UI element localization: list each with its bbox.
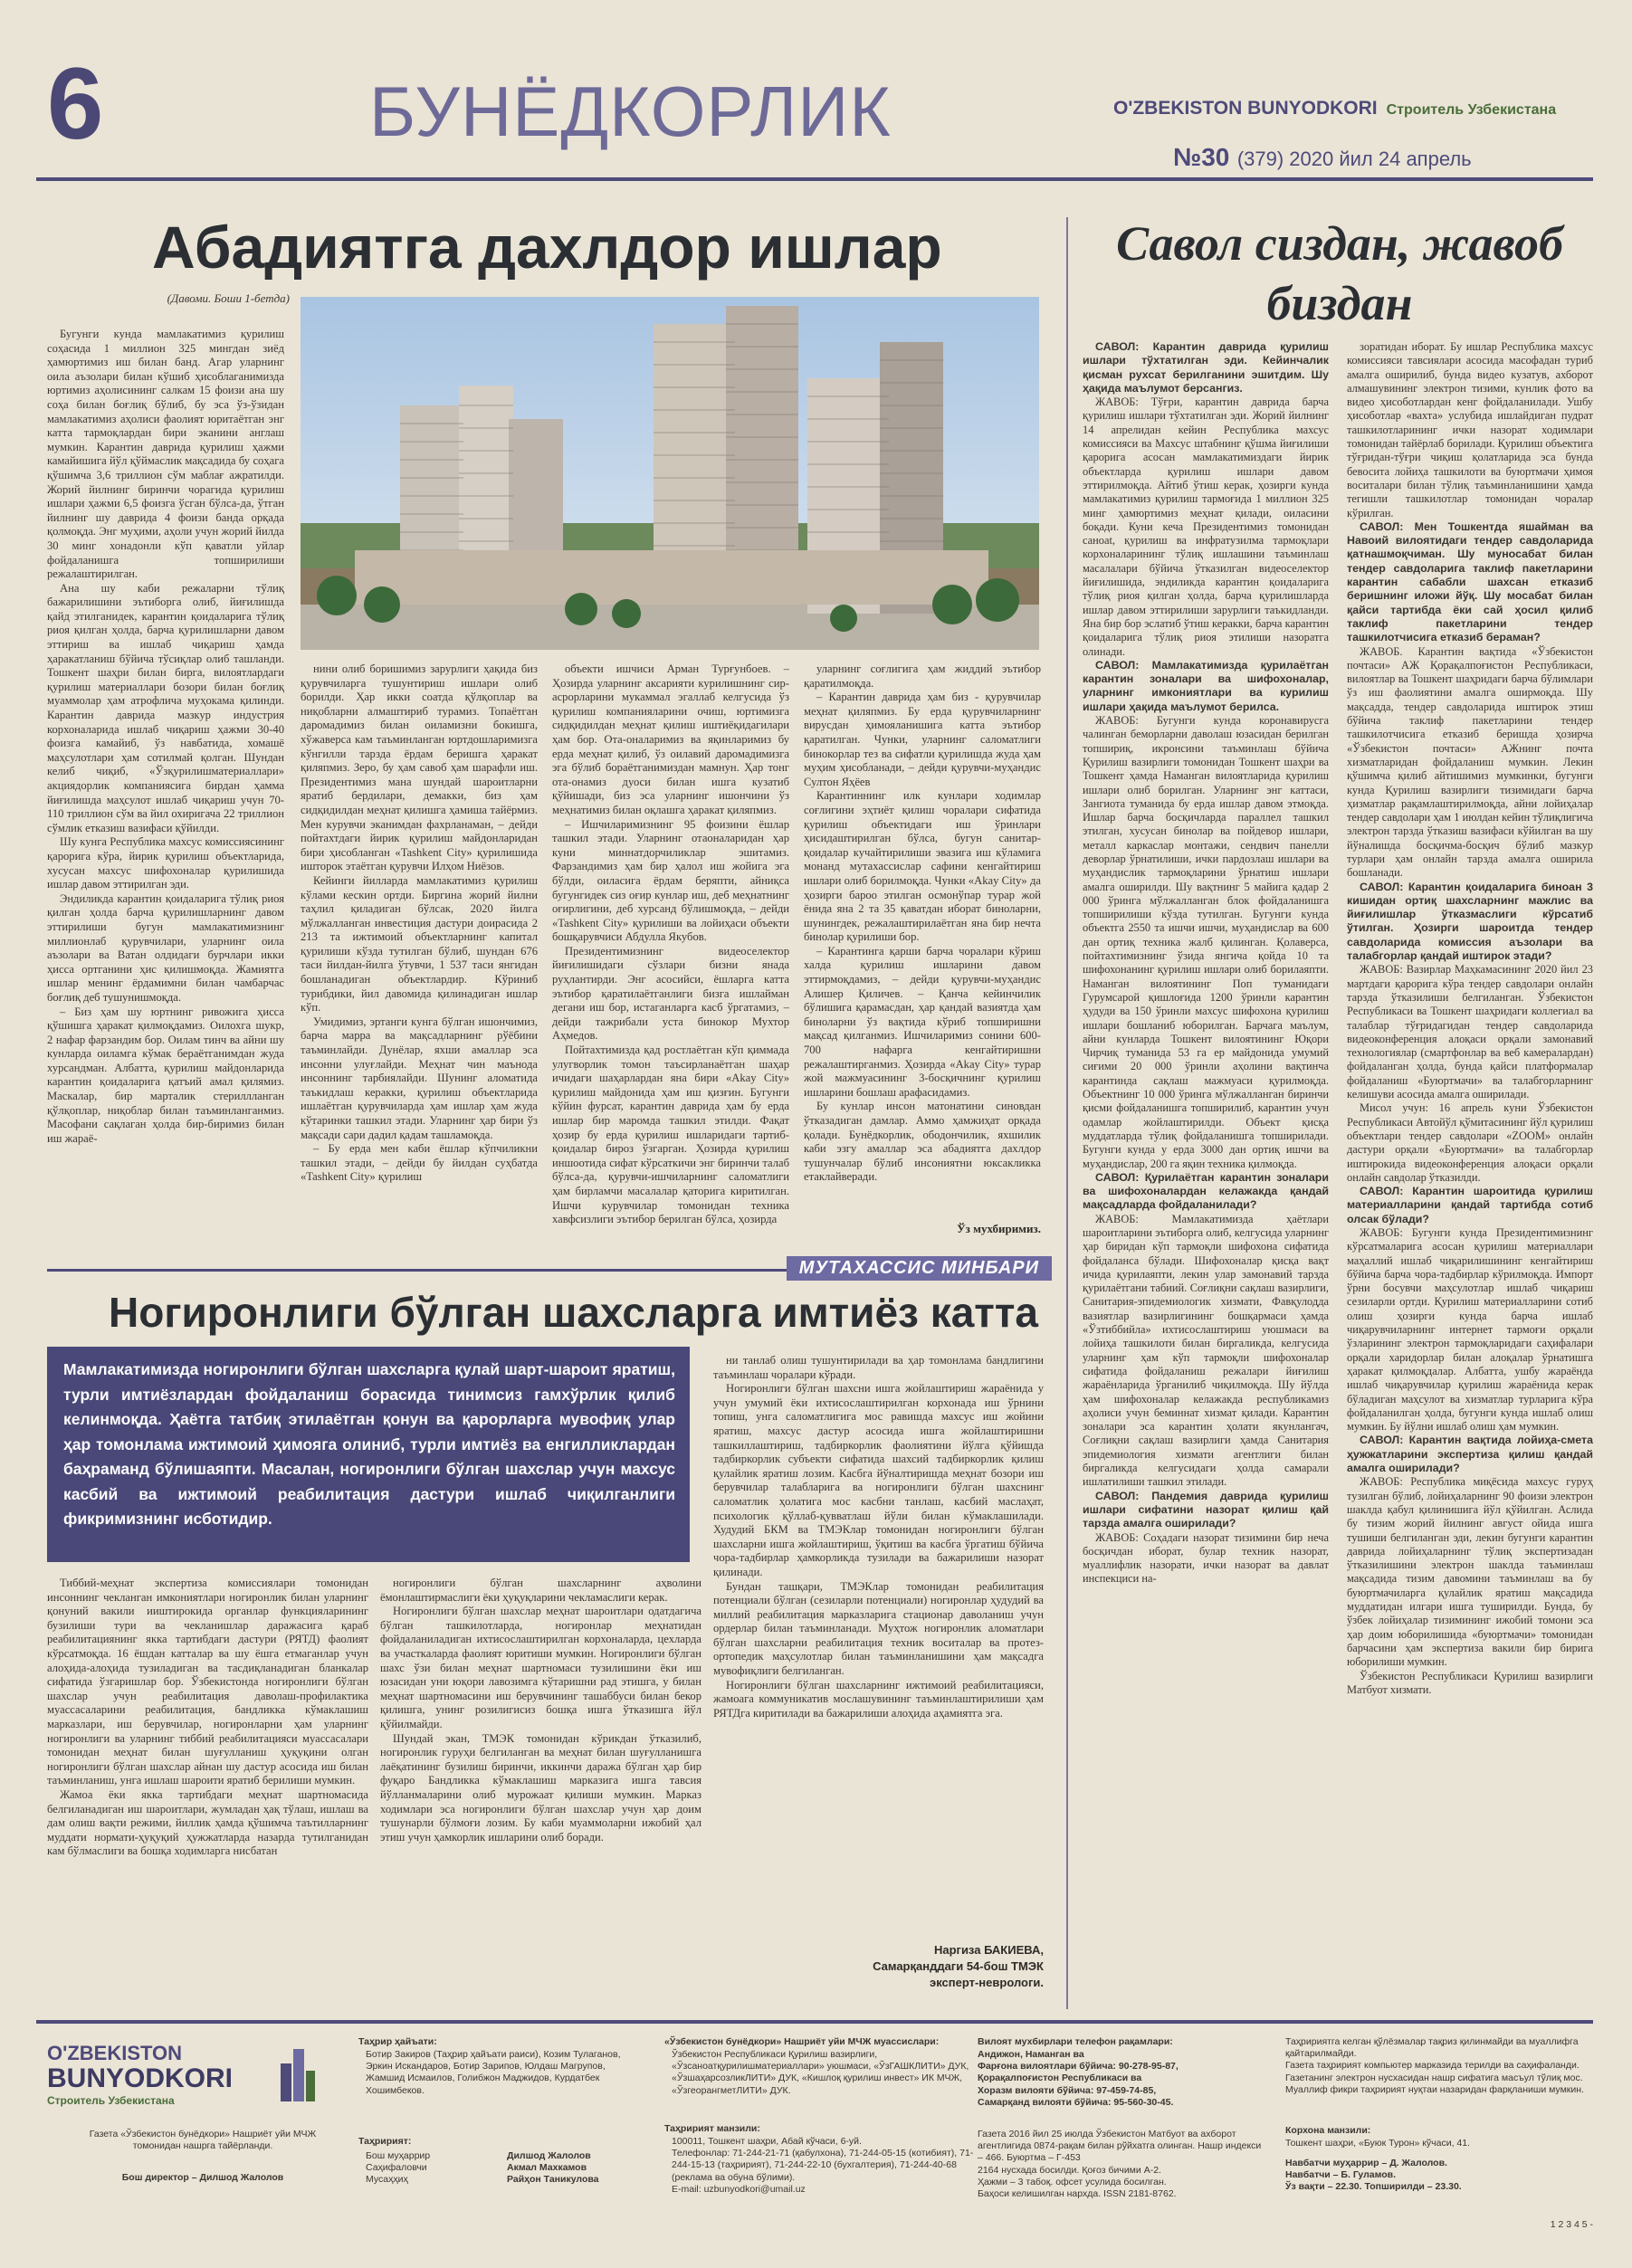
article1-column-3 [552, 662, 789, 1244]
article3-signature: Наргиза БАКИЕВА, Самарқанддаги 54-бош ТМЭК эксперт-неврологи. [873, 1943, 1044, 1989]
paragraph: Шундай экан, ТМЭК томонидан кўрикдан ўтказилиб, ногиронлик гуруҳи белгиланган ва меҳнат билан шуғулланишга лаёқатининг бузилиш биринчи, иккинчи даража бўлган ҳар бир фуқаро Бандликка кўмаклашиш марказига ишга тавсия йўлланмаларини олиб мурожаат қилиши мумкин. Марказ ходимлари эса ногиронлиги бўлган шахслар учун ҳар доим тушунарли бўлмоғи лозим. Бу каби муаммоларни ижобий ҳал этиш учун ҳамкорлик ишларини олиб боради. [380, 1731, 701, 1844]
paragraph: объекти ишчиси Арман Турғунбоев. – Ҳозирда уларнинг аксарияти курилишнинг сир-асрорларини мукаммал эгаллаб келгусида ўз қурилиш компанияларини очиш, юртимизга сидқидилдан меҳнат қилиш иштиёқидагилари ҳам бор. Ота-оналаримиз ва яқинларимиз бу ерда меҳнат қилиб, ўз оилавий даромадимизга эга бўлиб бораётганимиздан мамнун. Ҳар тонг ота-онамиз дуоси билан ишга кузатиб қўйишади, биз эса уларнинг ишончини ўз меҳнатимиз билан оқлашга ҳаракат қиляпмиз. [552, 662, 789, 816]
paragraph: – Карантинга қарши барча чоралари кўриш халда қурилиш ишларини давом эттирмоқдамиз, – дейди қурувчи-муҳандис Алишер Қиличев. – Қанча кейинчилик бўлишига қарамасдан, ҳар қандай вазиятда ҳам биноларни ўз вақтида кўриб топширишни мақсад қилганмиз. Ишчиларимиз сонини 600-700 нафарга кенгайтиришни режалаштирганмиз. Ҳозирда «Akay City» турар жой мажмуасининг 3-босқичнинг қурилиш ишларини бошлаш арафасидамиз. [804, 944, 1041, 1099]
paragraph: – Ишчиларимизнинг 95 фоизини ёшлар ташкил этади. Уларнинг отаоналаридан ҳар куни миннатдорчиликлар эшитамиз. Фарзандимиз ҳам бир ҳалол иш жойига эга бўлди, оиласига ёрдам беряпти, айниқса бугунгидек сиз оғир кунлар иш, деб меҳнатнинг оғирлигини, деб хурсанд бўлишмоқда, – дейди «Tashkent City» қурилиши ва лойиҳаси объекти бошқарувчиси Абдулла Якубов. [552, 817, 789, 944]
paragraph: Шу кунга Республика махсус комиссиясининг қарорига кўра, йирик қурилиш объектларида, хусусан махсус шифохоналар қурилишида ишлар давом эттирилган эди. [47, 835, 284, 891]
answer: зоратидан иборат. Бу ишлар Республика махсус комиссияси тавсиялари асосида масофадан туриб амалга оширилиб, бунда видео кузатув, ахборот алмашувининг электрон тизими, кунлик фото ва видео ҳисоботлардан кенг фойдаланилади. Ушбу ҳисоботлар «вахта» услубида ишлайдиган пудрат ташкилотларининг ички назорат ходимлари томонидан тайёрлаб борилади. Қурилиш объектига тўғридан-тўғри чиқиш қолатларида эса бунда бевосита лойиҳа ташкилоти ва буюртмачи ҳимоя воситалари билан тўлиқ таъминланишини ҳамда тегишли ташкилотлар томонидан чоралар кўрилган. [1347, 340, 1593, 519]
page-number: 6 [47, 47, 104, 160]
masthead-brand [1113, 98, 1602, 119]
paragraph: Кейинги йилларда мамлакатимиз қурилиш кўлами кескин ортди. Биргина жорий йилни таҳлил қиладиган бўлсак, 2020 йилга мўлжалланган инвестиция дастури доирасида 2 213 та ижтимоий объектларнинг капитал қурилиши кўзда тутилган бўлиб, шундан 676 таси йилдан-йилга ўтувчи, 1 537 таси янгидан бошланадиган объектлардир. Кўриниб турибдики, йил давомида қилинадиган ишлар кўп. [301, 873, 538, 1015]
brand-name: O'ZBEKISTON BUNYODKORI [1113, 98, 1378, 119]
answer: ЖАВОБ. Карантин вақтида «Ўзбекистон почтаси» АЖ Қорақалпоғистон Республикаси, вилоятлар ва Тошкент шаҳридаги барча бўлимлари ўз иш фаолиятини амалга оширмоқда. Шу мақсадда, тендер савдоларида иштирок этиш бўйича таклиф пакетларини тендер ташкилотчисига етказиб беришда ҳозирча «Ўзбекистон почтаси» АЖнинг почта хизматларидан фойдаланиш мумкин. Лекин қўшимча қилиб айтишимиз мумкинки, бугунги кунда Қурилиш вазирлиги тизимидаги барча ҳизматлар рақамлаштирилмоқда, айни лойиҳалар тендер савдолари ҳам 1 июлдан кейин тўлиқлигича электрон тарзда ўтказиш вазифаси кўйилган ва шу йўналишда босқичма-босқич бўлиб мазкур турлари ҳам онлайн тарзда амалга оширила бошланади. [1347, 644, 1593, 880]
paragraph: Бугунги кунда мамлакатимиз қурилиш соҳасида 1 миллион 325 мингдан зиёд ҳамюртимиз иш билан банд. Агар уларнинг оила аъзолари билан кўшиб ҳисоблаганимизда юртимиз аҳолисининг салкам 15 фоизи ана шу соҳа билан боғлиқ бўлиб, бу эса ўз-ўзидан мамлакатимиз аҳолиси фаолият юритаётган энг катта тармоқлардан бири эканини англаш мумкин. Карантин даврида қурилиш ҳажми камайишига йўл қўймаслик мақсадида бу соҳага қўшимча 3,6 триллион сўм маблағ ажратилди. Жорий йилнинг биринчи чорагида қурилиш ишлари ҳажми 6,5 фоизга ўсган бўлса-да, ўтган йилнинг шу даврида 4 фоизи банда орқада қолмоқда. Энг муҳими, аҳоли учун жорий йилда 30 минг хонадонли кўп қаватли уйлар фойдаланишга топширилиши режалаштирилган. [47, 328, 284, 581]
answer: ЖАВОБ: Республика миқёсида махсус гуруҳ тузилган бўлиб, лойиҳаларнинг 90 фоизи электрон шаклда қабул қилинишига йўл қўйилган. Аслида бу тизим жорий йилнинг август ойида ишга тушиши белгиланган эди, лекин бугунги карантин даврида лойиҳаларнинг тўлиқ экспертизадан ўтказилишини электрон шаклда таъминлаш мақсадида тизим давомини таъминлаш ва бу буюртмачиларга қулайлик яратиш мақсадида муддатидан илгари ишга туширилди. Бунда, бу ўзбек лойиҳалар тизимининг ижобий томони эса ҳар доим юборилишида «буюртмачи» томонидан барчасини ҳам экспертиза вакили бир бирига юборилиши мумкин. [1347, 1475, 1593, 1669]
article1-column-2 [301, 662, 538, 1244]
footer-founders-title: «Ўзбекистон бунёдкори» Нашриёт уйи МЧЖ муассислари: [664, 2036, 940, 2047]
answer: ЖАВОБ: Бугунги кунда Президентимизнинг кўрсатмаларига асосан қурилиш материаллари маҳаллий ишлаб чиқарилишининг кенгайтириш бўйича барча чора-тадбирлар кўрилмоқда. Импорт ўрни босувчи маҳсулотлар ишлаб чиқариш сезиларли ортди. Қурилиш материалларини сотиб олиш ҳозирги кунда барча ишлаб чиқарувчиларнинг интернет тармоғи орқали ўзларининг электрон тармоқларидаги саҳифалари орқали харидорлар билан алоқалар ўрнатишга ҳаракат қилмоқдалар. Албатта, ушбу жараёнда ишлаб чиқарувчилар қурилиш жараёнида керак бўладиган маҳсулот ва хизматлар турларига кўра фойдаланилган ҳолда, бугунги кунда ишлаб олиш мумкин. Бу йўлни ишлаб олиш ҳам мумкин. [1347, 1226, 1593, 1434]
rubric-label: МУТАХАССИС МИНБАРИ [787, 1256, 1052, 1281]
paragraph: Ногиронлиги бўлган шахсларнинг ижтимоий реабилитацияси, жамоага коммуникатив мослашувининг таъминлаштирилиши ҳам РЯТДга киритилади ва бажарилиши алоҳида аҳамиятга эга. [713, 1678, 1044, 1720]
footer-printer: Тошкент шаҳри, «Буюк Турон» кўчаси, 41. [1285, 2138, 1471, 2149]
question: САВОЛ: Қурилаётган карантин зоналари ва шифохоналардан келажакда қандай мақсадларда фойдаланилади? [1083, 1170, 1329, 1212]
footer-editorial-left: Бош муҳаррир Саҳифаловчи Мусаҳҳиҳ [366, 2150, 431, 2186]
paragraph: Ана шу каби режаларни тўлиқ бажарилишини эътиборга олиб, йиғилишда қайд этилганидек, карантин қоидаларига тўлиқ риоя қилган ҳолда, барча қурилишларни давом эттириш ва ишлаб чиқариш ҳамда ҳаракатланиш бўйича тўсиқлар олиб ташланди. Тошкент шаҳри билан бирга, вилоятлардаги қурилиш материаллари бозори билан боғлиқ муаммолар ҳам атрофлича муҳокама қилинди. Карантин даврида мазкур индустрия корхоналарида ишлаб чиқариш ҳажми 30-40 фоизга камайиб, ўз навбатида, хомашё маҳсулотлари ҳам сотилмай қолган. Шундан келиб чиқиб, «Ўзқурилишматериаллари» акциядорлик компаниясига бирдан ҳамма йиғилишда маҳсулот ишлаб чиқариш учун 70-110 триллион сўм ва йил охиригача 22 триллион сўмлик етказиш вазифаси қўйилди. [47, 581, 284, 834]
paragraph: Ногиронлиги бўлган шахсни ишга жойлаштириш жараёнида у учун умумий ёки ихтисослаштирилган корхонада иш ўрнини топиш, унга саломатлигига мос равишда махсус иш жойини яратиш, махсус дастур асосида ишга жойлаштиришни ташкиллаштириш, тадбиркорлик фаолиятини йўлга қўйишда тадбиркорлик субъекти сифатида шахсий тадбиркорлик қилиш қулайлик яратиш лозим. Касбга йўналтиришда меҳнат бозори иш берувчилар талабларига ва ногиронлиги бўлган шахснинг саломатлик ҳолатига мос касбни танлаш, касбий маслаҳат, психологик қўллаб-қувватлаш йўли билан кўмаклашилади. Худудий БКМ ва ТМЭКлар томонидан ногиронлиги бўлган шахсларни ишга жойлаштириш, ўқитиш ва касбга ўргатиш бўйича чора-тадбирлар ҳамкорликда тузилади ва бажарилиши назорат қилинади. [713, 1382, 1044, 1578]
paragraph: Президентимизнинг видеоселектор йиғилишидаги сўзлари бизни янада руҳлантирди. Энг асосийси, ёшларга катта эътибор қаратилаётганлиги бизга ишлайман дегани иш бор, истаганларга касб ўргатамиз, – дейди тажрибали уста бинокор Мухтор Аҳмедов. [552, 944, 789, 1043]
question: САВОЛ: Карантин шароитида қурилиш материалларини қандай тартибда сотиб олсак бўлади? [1347, 1185, 1593, 1225]
question: САВОЛ: Карантин вақтида лойиҳа-смета ҳужжатларини экспертиза қилиш қандай амалга оширилади? [1347, 1434, 1593, 1475]
footer-editorial-title: Таҳририят: [358, 2136, 412, 2147]
city-towers-photo [301, 297, 1039, 650]
qa-title: Савол сиздан, жавоб биздан [1116, 216, 1563, 330]
paragraph: Эндиликда карантин қоидаларига тўлиқ риоя қилган ҳолда барча қурилишларнинг давом эттирилиши бугун мамлакатимизнинг миллионлаб қурувчилари, уларнинг оила аъзолари ва Ватан олдидаги бурчлари икки ҳисса ортганини ҳис қилишмоқда. Жамиятга ишлар менинг ёрдамимни билан чамбарчас боғлиқ деб тушунишмоқда. [47, 891, 284, 1004]
question: САВОЛ: Мен Тошкентда яшайман ва Навоий вилоятидаги тендер савдоларида қатнашмоқчиман. Шу муносабат билан тендер савдоларига таклиф пакетларини карантин сабабли шахсан етказиб беришнинг иложи йўқ. Шу мосабат билан қайси тартибда ёки сай ҳосил қилиб таклиф пакетларини тендер ташкилотчисига етказиб бераман? [1347, 519, 1593, 644]
paragraph: Ногиронлиги бўлган шахслар меҳнат шароитлари одатдагича бўлган ташкилотларда, ногиронлар меҳнатидан фойдаланиладиган ихтисослаштирилган корхоналарда, цехларда ва участкаларда фаолият юритиши мумкин. Ногиронлиги бўлган шахс ўзи билан меҳнат шартномаси тузилишини ёки иш юзасидан уни юқори лавозимга кўтаришни рад этишга, у билан меҳнат шартномасини иш берувчининг ташаббуси билан бекор қилишга, унинг розилигисиз бошқа ишга ўтказишга йўл қўйилмайди. [380, 1605, 701, 1730]
article3-title: Ногиронлиги бўлган шахсларга имтиёз катта [109, 1289, 1038, 1336]
footer-board: Ботир Закиров (Таҳрир ҳайъати раиси), Козим Тулаганов, Эркин Искандаров, Ботир Зарипов, Юлдаш Магрупов, Жамшид Исмаилов, Голибжон Маджидов, Курдатбек Хошимбеков. [366, 2049, 621, 2096]
footer-rule [36, 2020, 1593, 2024]
footer-address: 100011, Тошкент шаҳри, Абай кўчаси, 6-уй. Телефонлар: 71-244-21-71 (қабулхона), 71-244-05-15 (котибият), 71-244-15-13 (таҳририят), 71-244-22-10 (бухгалтерия), 71-244-40-68 (реклама ва обуна бўлими). E-mail: uzbunyodkori@umail.uz [672, 2136, 974, 2195]
logo-line-3: Строитель Узбекистана [47, 2094, 175, 2107]
answer: ЖАВОБ: Бугунги кунда коронавирусга чалинган беморларни даволаш юзасидан берилган топшириқ, икронсини таъминлаш бўйича Қурилиш вазирлиги томонидан Тошкент шаҳри ва Тошкент ҳамда Наманган вилоятларида қурилиш ишлари олиб борилган. Уларнинг энг каттаси, Зангиота туманида бу ерда ишлар давом этмоқда. Ишлар барча босқичларда параллел ташкил этилган, хусусан бинолар ва пойдевор ишлари, металл каркаслар монтажи, сендвич панелли деворлар ўрнатилиши, ички пардозлаш ишлари ва муҳандислик тармоқларини ўрнатиш ишлари амалга оширилди. Шу вақтнинг 5 майига қадар 2 000 ўринга мўлжалланган блок фойдаланишга топширилиши кўзда тутилган. Бугунги кунда объектга 2550 та ишчи ишчи, муҳандислар ва 600 дан ортиқ техника жалб қилинган. Қолаверса, пойтахтимизнинг ўзида янгича қойда 10 та шифохонанинг қурилиш ишлари олиб борилаяпти. Наманган вилоятининг Поп туманидаги Гурумсарой қишлоғида 1200 ўринли карантин ҳудуди ва 150 ўринли махсус шифохона қурилиш ишлари бошланиб юборилган. Барчага маълум, айни кунларда Тошкент вилоятининг Юқори Чирчиқ туманида 53 га ер майдонида умумий сиғими 20 000 ўринли аҳолини вақтинча карантинда сақлаш мажмуаси қурилмоқда. Объектнинг 10 000 ўринга мўлжалланган биринчи қисми фойдаланишга топширилиб, карантин учун одамлар жойлаштирилди. Объект қисқа муддатларда тўлиқ фойдаланишга топширилади. Бугунги кунда у ерда 3000 дан ортиқ ишчи ва муҳандислар, 200 га яқин техника қилмоқда. [1083, 714, 1329, 1170]
article3-column-2 [380, 1577, 701, 2002]
answer: Мисол учун: 16 апрель куни Ўзбекистон Республикаси Автойўл қўмитасининг йўл қурилиш объектлари тендер савдолари «ZOOM» онлайн дастури орқали «Буюртмачи» ва талабгорлар иштирокида видеоконференция алоқаси орқали онлайн савдолар ўтказилди. [1347, 1101, 1593, 1184]
paragraph: Пойтахтимизда қад ростлаётган кўп қиммада улугворлик томон таъсирланаётган шаҳар ичидаги шаҳарлардан яна бири «Akay City» қурилиш майдонида ҳам иш қизғин. Бугунги кўйин фурсат, карантин даврида ҳам бу ерда ишлар бир маромда ташкил этилди. Фақат ҳозир бу ерда қурилиш ишларидаги тартиб-қоидалар бироз ўзгарган. Ҳозирда қурилиш иншоотида сифат кўрсаткичи энг биринчи талаб бўлса-да, қурувчи-ишчиларнинг саломатлиги ҳам бирламчи масалалар қаторига киритилган. Ишчи курувчилар томонидан техника хавфсизлиги эътибор берилган бўлса, ҳозирда [552, 1043, 789, 1226]
question: САВОЛ: Пандемия даврида қурилиш ишлари сифатини назорат қилиш қай тарзда амалга оширилади? [1083, 1489, 1329, 1530]
footer-registration: Газета 2016 йил 25 июлда Ўзбекистон Матбуот ва ахборот агентлигида 0874-рақам билан рўйхатга олинган. Нашр индекси – 466. Буюртма – Г-453 2164 нусхада босилди. Қоғоз бичими А-2. Ҳажми – 3 табоқ. офсет усулида босилган. Баҳоси келишилган нархда. ISSN 2181-8762. [978, 2129, 1262, 2200]
paragraph: Тиббий-меҳнат экспертиза комиссиялари томонидан инсоннинг чекланган имкониятлари ногиронлик билан уларнинг қонуний вакили ииштирокида органлар функцияларининг бузилиши тури ва чекланишлар даражасига қараб реабилитациянинг якка тартибдаги дастури (РЯТД) фаолият кўрсатмоқда. 16 ёшдан катталар ва шу ёшга етмаганлар учун алоҳида-алоҳида тузиладиган ва тасдиқланадиган бланкалар сифатида ўзгаришлар бор. Ўзбекистонда ногиронлиги бўлган шахслар учун реабилитация даволаш-профилактика муассасаларини реабилитация, бандликка кўмаклашиш марказлари, иш берувчилар, ногиронларни ҳам уларнинг ногиронлиги ва уларнинг тиббий реабилитацияси муассасалари томонидан меҳнат билан шуғулланиш ҳуқуқини олган ногиронлиги бўлган шахслар айнан шу дастур асосида иш билан таъминланиш, унга ишлаш шароити яратиб берилиши мумкин. [47, 1577, 368, 1787]
paragraph: – Бу ерда мен каби ёшлар кўпчиликни ташкил этади, – дейди бу йилдан суҳбатда «Tashkent City» қурилиш [301, 1142, 538, 1184]
article3-column-1 [47, 1577, 368, 2002]
footer-board-title: Таҳрир ҳайъати: [358, 2036, 437, 2047]
paragraph: Бундан ташқари, ТМЭКлар томонидан реабилитация потенциали бўлган (сезиларли потенциали) ногиронлар ҳудудий ва миллий реабилитация марказларига стационар даволаниш учун ордерлар билан таъминланади. Муҳтож ногиронлик аломатлари бўлган шахсларни реабилитация техник воситалар ва протез-ортопедик маҳсулотлар билан таъминланишини ҳам мақсадга мувофиқлиги белгиланган. [713, 1579, 1044, 1678]
paragraph: Карантиннинг илк кунлари ходимлар соғлигини эҳтиёт қилиш чоралари сифатида қурилиш объектидаги иш ўринлари ҳисидаштирилган бўлса, бугун санитар-қоидалар кучайтирилиши эвазига иш кўламига монанд мутахассислар сафини кенгайтириш ишлари олиб борилмоқда. Чунки «Akay City» да ҳозирги бароо этилган осмонўпар турар жой ёнида яна 2 та 35 қаватдан иборат биноларни, шунингдек, режалаштирилаётган яна бир нечта бинолар қурилиши бор. [804, 789, 1041, 944]
towers-illustration [301, 297, 1039, 650]
footer-regional: Андижон, Наманган ва Фарғона вилоятлари бўйича: 90-278-95-87, Қорақалпоғистон Республикаси ва Хоразм вилояти бўйича: 97-459-74-85, Самарқанд вилояти бўйича: 95-560-30-45. [978, 2049, 1179, 2108]
question: САВОЛ: Карантин қоидаларига биноан 3 кишидан ортиқ шахсларнинг мажлис ва йиғилишлар ўтказмаслиги кўрсатиб ўтилган. Ҳозирги шароитда тендер савдоларида комиссия аъзолари ва талабгорлар қандай иштирок этади? [1347, 880, 1593, 963]
paragraph: Умидимиз, эртанги кунга бўлган ишончимиз, барча марра ва мақсадларнинг рўёбини таъминлайди. Дунёлар, яхши амаллар эса инсонни улуғлайди. Меҳнат чин маънода инсоннинг тарбиялайди. Шунинг аломатида таъкидлаш керакки, қурилиш объектларида ишлаётган қурувчиларда ҳам ишлар ҳам жуда кўтаринки ташкил этади. Уларнинг ҳар бири ўз мақсади сари дадил қадам ташламоқда. [301, 1015, 538, 1141]
footer-founders: Ўзбекистон Республикаси Қурилиш вазирлиги, «Ўзсаноатқурилишматериаллари» уюшмаси, «ЎзГАШКЛИТИ» ДУК, «ЎзшаҳарсозликЛИТИ» ДУК, «Кишлоқ қурилиш инвест» ИК МЧЖ, «ЎзгеорангметЛИТИ» ДУК. [672, 2049, 969, 2096]
footer-address-title: Таҳририят манзили: [664, 2123, 760, 2134]
paragraph: – Биз ҳам шу юртнинг ривожига ҳисса қўшишга ҳаракат қилмоқдамиз. Оилохга шукр, 2 нафар фарзандим бор. Оилам тинч ва айни шу кунларда оиламга кўмак бераётганимдан жуда хурсандман. Албатта, қурилиш майдонларида карантин қоидаларига қатъий амал қилямиз. Маскалар, бир марталик стериллланган қўлқоплар, ниқоблар билан таъминланганмиз. Масофани сақлаган ҳолда бир-биримиз билан иш жараё- [47, 1005, 284, 1145]
footer-editorial-right: Дилшод Жалолов Акмал Махкамов Райҳон Таникулова [507, 2150, 599, 2186]
footer-founder-note: Газета «Ўзбекистон бунёдкори» Нашриёт уйи МЧЖ томонидан нашрга тайёрланди. [89, 2129, 317, 2152]
answer: ЖАВОБ: Соҳадаги назорат тизимини бир неча босқичдан иборат, булар техник назорат, муаллифлик назорати, ички назорат ва давлат инспекциси на- [1083, 1530, 1329, 1586]
footer-logo [47, 2042, 328, 2111]
logo-line-1: O'ZBEKISTON [47, 2042, 183, 2064]
article1-column-1 [47, 328, 284, 1244]
footer-print-code: 1 2 3 4 5 - [1550, 2219, 1593, 2230]
answer: ЖАВОБ: Вазирлар Маҳкамасининг 2020 йил 23 мартдаги қарорига кўра тендер савдолари онлайн тарзда ўтказилиши белгиланган. Ўзбекистон Республикаси ва Тошкент шаҳридаги коллегиал ва талаблар тўғридагидан тендер савдоларида видеоконференция алоқаси орқали замонавий технологиялар (смартфонлар ва веб камералардан) фойдаланган ҳолда, бунда қайси платформалар фойдаланиш «Буюртмачи» ва талабгорларнинг келишуви асосида амалга оширилади. [1347, 963, 1593, 1101]
paragraph: Жамоа ёки якка тартибдаги меҳнат шартномасида белгиланадиган иш шароитлари, жумладан ҳақ тўлаш, ишлаш ва дам олиш вақти режими, йиллик ҳамда қўшимча таътилларнинг муддати нормати-ҳуқуқий ҳужжатларда назарда тутилганидан кам бўлмаслиги ва бошқа ходимларга нисбатан [47, 1787, 368, 1858]
issue-date: (379) 2020 йил 24 апрель [1236, 148, 1472, 170]
brand-name-ru: Строитель Узбекистана [1386, 102, 1557, 118]
rubric-band [47, 1256, 1052, 1283]
article-title: Абадиятга дахлдор ишлар [152, 214, 942, 281]
paragraph: ни танлаб олиш тушунтирилади ва ҳар томонлама бандлигини таъминлаш чоралари кўради. [713, 1354, 1044, 1381]
answer: ЖАВОБ: Тўғри, карантин даврида барча қурилиш ишлари тўхтатилган эди. Жорий йилнинг 14 апрелидан кейин Республика махсус комиссияси ва Махсус штабнинг қўшма йиғилиши қарорига асосан мамлакатимиздаги йирик объектларда қурилиш ишлари давом эттирилмоқда. Айтиб ўтиш керак, ҳозирги кунда мамлакатимиз қурилиш тармоғида 1 миллион 325 минг ҳамюртимиз меҳнат қилади, оиласини боқади. Куни кеча Президентимиз томонидан санoat, қурилиш ва инфратузилма тармоқлари корхоналарининг тўлиқ ишлашини таъминлаш масалалари бўйича ўтказилган видеоселектор йиғилишида, эндиликда карантин қоидаларига тўлиқ риоя қилган ҳолда, барча қурилишларда ишлар давом эттирилиши зарурлиги таъкидланди. Яна бир бор эслатиб ўтиш керакки, барча карантин қоидаларига тўлиқ риоя этилиши назоратга олинади. [1083, 395, 1329, 658]
article3-column-3 [713, 1354, 1044, 1933]
paragraph: Бу кунлар инсон матонатини синовдан ўтказадиган дамлар. Аммо ҳамжиҳат орқада қолади. Бунёдкорлик, ободончилик, яхшилик каби эзгу амаллар эса абадиятга дахлдор тушунчалар бўлиб инсониятни юксакликка етаклайверади. [804, 1100, 1041, 1184]
article1-signature: Ўз мухбиримиз. [957, 1222, 1041, 1235]
qa-column-left [1083, 340, 1329, 2096]
footer-regional-title: Вилоят мухбирлари телефон рақамлари: [978, 2036, 1173, 2047]
question: САВОЛ: Мамлакатимизда қурилаётган карантин зоналари ва шифохоналар, уларнинг имкониятлари ва курилиш ишлари ҳақида маълумот берилса. [1083, 658, 1329, 713]
footer-chief: Бош директор – Дилшод Жалолов [121, 2172, 284, 2183]
issue-info [1173, 143, 1472, 172]
answer: Ўзбекистон Республикаси Қурилиш вазирлиги Матбуот хизмати. [1347, 1669, 1593, 1696]
footer-printer-title: Корхона манзили: [1285, 2125, 1371, 2136]
paragraph: нини олиб боришимиз зарурлиги ҳақида биз қурувчиларга тушунтириш ишлари олиб борилди. Ҳар икки соатда қўлқоплар ва ниқобларни алмаштириб турамиз. Топаётган даромадимиз билан оиламизни бокишга, хўжаверса кам таъминланган юртдошларимизга кўнгилли тарзда ёрдам беришга ҳаракат қиляпмиз. Зеро, бу ҳам савоб ҳам шарафли иш. Президентимиз мана шундай шароитларни яратиб бердилари, демакки, биз ҳам сидқидилдан меҳнат қилишга ҳамиша тайёрмиз. Мен курувчи эканимдан фахрланаман, – дейди пойтахтдаги йирик қурилиш майдонларидан бири ҳисобланган «Tashkent City» қурилишида ишторок этаётган қурувчи Илҳом Ниёзов. [301, 662, 538, 873]
column-divider [1066, 217, 1068, 2009]
paragraph: – Карантин даврида ҳам биз - қурувчилар меҳнат қиляпмиз. Бу ерда қурувчиларнинг вирусдан ҳимояланишига катта эътибор қаратилган. Чунки, уларнинг саломатлиги бинокорлар тез ва сифатли қурилишда жуда ҳам муҳим ҳисобланади, – дейди қурувчи-муҳандис Султон Яҳёев [804, 691, 1041, 788]
footer-notes: Таҳририятга келган қўлёзмалар тақриз қилинмайди ва муаллифга қайтарилмайди. Газета таҳририят компьютер марказида терилди ва саҳифаланди. Газетанинг электрон нусхасидан нашр сифатига масъул тўлиқ мос. Муаллиф фикри таҳририят нуқтаи назаридан фарқланиши мумкин. [1285, 2036, 1584, 2095]
issue-number: №30 [1173, 143, 1230, 171]
question: САВОЛ: Карантин даврида қурилиш ишлари тўхтатилган эди. Кейинчалик қисман рухсат берилганини эшитдим. Шу ҳақида маълумот берсангиз. [1083, 340, 1329, 395]
article1-column-4 [804, 662, 1041, 1215]
qa-column-right [1347, 340, 1593, 2096]
logo-line-2: BUNYODKORI [47, 2063, 234, 2093]
answer: ЖАВОБ: Мамлакатимизда ҳаётлари шароитларини эътиборга олиб, келгусида уларнинг ҳар биридан кўп тармоқли шифохона сифатида фойдаланса бўлади. Шифохоналар қисқа вақт ичида қурилаяпти, лекин улар замонавий тарзда қурилаётгани табиий. Соғлиқни сақлаш вазирлиги, Санитария-эпидемиологик хизмати, Фавқулодда вазиятлар вазирлигининг бошқармаси ҳамда «Ўзтиббийла» ихтисослаштириш уюшмаси ва лойиҳа ташкилоти билан биргаликда, келгусида уларнинг ҳам кўп тармоқли шифохоналар сифатида фойдаланиш режалари йиғилиш жараёнларида ўрганилиб чиқилмоқда. Шу йўлда ҳам шифохоналар келажакда республикамиз аҳолиси учун беминнат хизмат қилади. Карантин зоналари эса карантин ҳолати якунлангач, Соғлиқни сақлаш вазирлиги ҳамда Санитария эпидемиология хизмати агентлиги билан биргаликда келгусидаги ҳолда самарали ишлатилиши ташкил этилади. [1083, 1212, 1329, 1489]
paragraph: уларнинг соғлигига ҳам жиддий эътибор қаратилмоқда. [804, 662, 1041, 690]
article3-lead [47, 1347, 690, 1562]
paragraph: ногиронлиги бўлган шахсларнинг аҳволини ёмонлаштирмаслиги ёки ҳуқуқларини чекламаслиги керак. [380, 1577, 701, 1604]
article-continued: (Давоми. Боши 1-бетда) [167, 291, 290, 305]
header-rule [36, 177, 1593, 181]
lead-text: Мамлакатимизда ногиронлиги бўлган шахсларга қулай шарт-шароит яратиш, турли имтиёзлардан фойдаланиш борасида тинимсиз гамхўрлик қилиб келинмоқда. Ҳаётга татбиқ этилаётган қонун ва қарорларга мувофиқ улар ҳар томонлама ижтимоий ҳимояга олиниб, турли имтиёз ва енгилликлардан баҳраманд бўлишаяпти. Масалан, ногиронлиги бўлган шахслар учун махсус касбий ва ижтимоий реабилитация дастури ишлаб чиқилганлиги фикримизнинг исботидир. [63, 1360, 675, 1528]
logo-building-icon [279, 2045, 317, 2101]
section-title: БУНЁДКОРЛИК [369, 71, 892, 151]
footer-duty: Навбатчи муҳаррир – Д. Жалолов. Навбатчи – Б. Гуламов. Ўз вақти – 22.30. Топширилди – 23.30. [1285, 2158, 1462, 2193]
